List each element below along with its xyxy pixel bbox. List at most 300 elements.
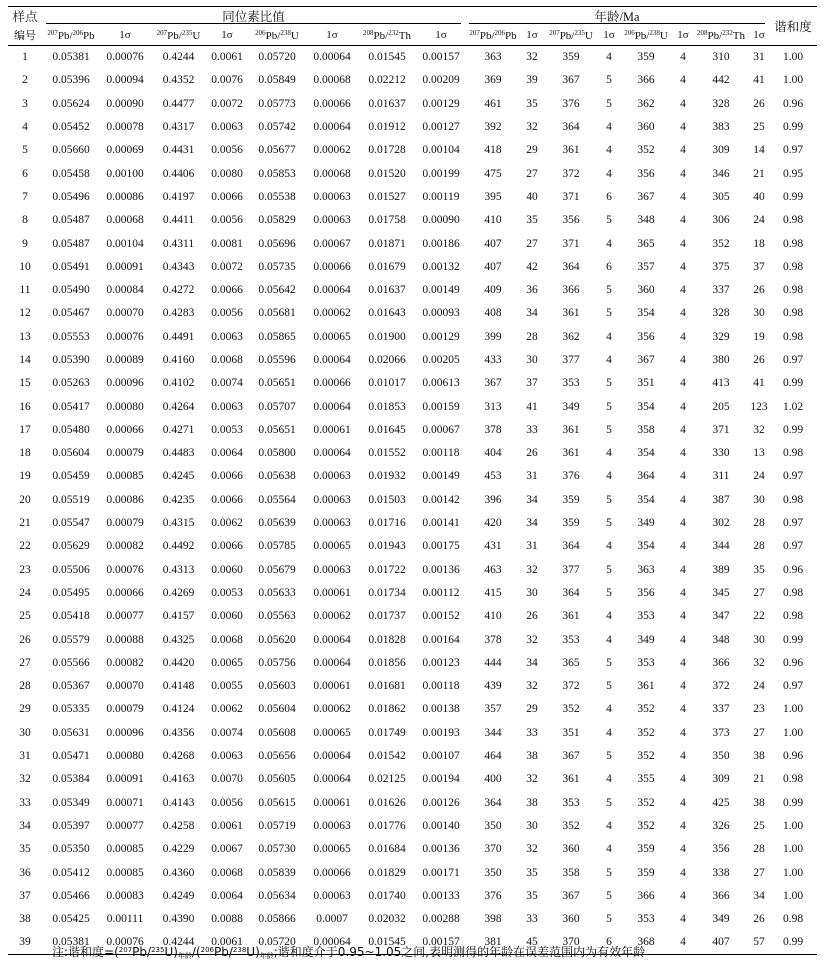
table-row	[8, 395, 817, 418]
table-cell: 26	[753, 354, 765, 366]
table-cell: 413	[712, 377, 730, 390]
table-cell: 4	[680, 750, 686, 763]
table-cell: 5	[606, 913, 612, 926]
table-cell: 4	[680, 144, 686, 157]
table-cell: 366	[712, 656, 730, 669]
table-cell: 21	[753, 167, 765, 180]
sample-id-cell: 16	[19, 400, 31, 413]
table-cell: 0.05620	[258, 633, 296, 646]
sample-id-cell: 33	[19, 796, 31, 809]
table-row	[8, 675, 817, 698]
table-cell: 0.05800	[258, 447, 296, 460]
table-cell: 0.00157	[422, 936, 460, 949]
table-row	[8, 232, 817, 255]
table-cell: 0.05730	[258, 843, 296, 856]
sample-id-cell: 38	[19, 913, 31, 926]
table-cell: 364	[562, 586, 580, 599]
col-sigma: 1σ	[435, 29, 447, 41]
table-cell: 30	[753, 493, 765, 506]
table-cell: 0.00076	[106, 563, 144, 576]
table-cell: 0.00070	[106, 680, 144, 693]
table-cell: 0.99	[782, 121, 804, 134]
table-cell: 0.02032	[368, 913, 406, 926]
table-cell: 0.00080	[106, 400, 144, 413]
table-cell: 41	[753, 377, 765, 390]
table-cell: 34	[526, 493, 538, 506]
table-cell: 0.00149	[422, 470, 460, 483]
table-cell: 5	[606, 284, 612, 297]
table-cell: 0.0063	[211, 121, 243, 134]
table-cell: 38	[526, 750, 538, 763]
table-cell: 311	[712, 470, 730, 483]
table-cell: 377	[562, 563, 580, 576]
table-cell: 302	[712, 517, 730, 530]
sample-id-cell: 21	[19, 517, 31, 530]
table-cell: 0.05596	[258, 354, 296, 366]
table-cell: 4	[680, 121, 686, 134]
table-cell: 0.05631	[52, 726, 90, 739]
sample-id-cell: 8	[22, 214, 28, 227]
table-cell: 57	[753, 936, 765, 949]
table-cell: 0.00085	[106, 843, 144, 856]
table-row	[8, 628, 817, 651]
table-cell: 367	[637, 190, 655, 203]
table-cell: 0.05506	[52, 563, 90, 576]
table-cell: 0.4148	[162, 680, 195, 693]
table-cell: 5	[606, 97, 612, 110]
table-cell: 0.96	[782, 97, 804, 110]
table-cell: 0.00064	[313, 354, 351, 366]
col-sigma: 1σ	[326, 29, 338, 41]
table-cell: 0.05853	[258, 167, 296, 180]
table-cell: 0.00140	[422, 819, 460, 832]
table-cell: 0.00063	[313, 190, 351, 203]
table-cell: 0.05742	[258, 121, 296, 134]
table-cell: 0.00064	[313, 773, 351, 786]
table-cell: 0.05579	[52, 633, 90, 646]
table-cell: 0.0080	[211, 167, 243, 180]
table-cell: 28	[753, 843, 765, 856]
table-cell: 0.05608	[258, 726, 296, 739]
table-cell: 5	[606, 796, 612, 809]
table-cell: 35	[753, 563, 765, 576]
table-cell: 352	[562, 703, 580, 716]
table-cell: 23	[753, 703, 765, 716]
table-cell: 0.0062	[211, 517, 243, 530]
table-cell: 0.00064	[313, 750, 351, 763]
table-cell: 4	[606, 447, 612, 460]
table-cell: 408	[484, 307, 502, 320]
table-row	[8, 418, 817, 441]
table-cell: 0.05605	[258, 773, 296, 786]
table-cell: 0.00062	[313, 703, 351, 716]
table-cell: 1.00	[782, 51, 804, 64]
table-cell: 0.0063	[211, 330, 243, 343]
table-cell: 32	[526, 563, 538, 576]
table-cell: 40	[753, 190, 765, 203]
table-cell: 359	[637, 843, 655, 856]
table-cell: 25	[753, 121, 765, 134]
table-cell: 354	[637, 540, 655, 553]
table-cell: 373	[712, 726, 730, 739]
col-age-206-238: $^{206}$Pb/$^{238}$U	[624, 28, 668, 42]
table-cell: 0.01932	[368, 470, 406, 483]
table-cell: 0.00065	[313, 540, 351, 553]
table-cell: 0.00079	[106, 517, 144, 530]
table-cell: 367	[484, 377, 502, 390]
table-cell: 0.97	[782, 354, 804, 366]
table-cell: 371	[562, 237, 580, 250]
table-cell: 0.05496	[52, 190, 90, 203]
table-cell: 0.05696	[258, 237, 296, 250]
table-cell: 0.05466	[52, 889, 90, 902]
table-row	[8, 46, 817, 69]
table-cell: 0.05615	[258, 796, 296, 809]
table-cell: 32	[526, 773, 538, 786]
table-cell: 0.00142	[422, 493, 460, 506]
table-cell: 0.98	[782, 773, 804, 786]
table-cell: 0.00063	[313, 517, 351, 530]
table-cell: 0.01626	[368, 796, 406, 809]
table-cell: 27	[753, 586, 765, 599]
table-cell: 0.00199	[422, 167, 460, 180]
table-cell: 0.4229	[162, 843, 195, 856]
table-cell: 0.98	[782, 447, 804, 460]
table-cell: 364	[562, 540, 580, 553]
table-row	[8, 535, 817, 558]
table-cell: 0.00171	[422, 866, 460, 879]
table-cell: 0.4143	[162, 796, 195, 809]
table-cell: 370	[562, 936, 580, 949]
table-cell: 0.0088	[211, 913, 243, 926]
table-cell: 0.00093	[422, 307, 460, 320]
table-cell: 0.01017	[368, 377, 406, 390]
table-cell: 0.0063	[211, 750, 243, 763]
ratio-group-header: 同位素比值	[42, 7, 465, 26]
table-cell: 439	[484, 680, 502, 693]
sample-id-cell: 17	[19, 423, 31, 436]
table-cell: 359	[637, 51, 655, 64]
table-cell: 0.05785	[258, 540, 296, 553]
table-cell: 345	[712, 586, 730, 599]
table-cell: 0.4325	[162, 633, 195, 646]
table-cell: 410	[484, 610, 502, 623]
table-row	[8, 325, 817, 348]
table-cell: 0.0061	[211, 936, 243, 949]
table-cell: 0.01527	[368, 190, 406, 203]
table-cell: 4	[680, 936, 686, 949]
table-cell: 0.05865	[258, 330, 296, 343]
table-cell: 22	[753, 610, 765, 623]
table-cell: 352	[637, 819, 655, 832]
table-cell: 6	[606, 936, 612, 949]
table-cell: 453	[484, 470, 502, 483]
table-cell: 363	[637, 563, 655, 576]
table-cell: 351	[562, 726, 580, 739]
col-age-207-235: $^{207}$Pb/$^{235}$U	[549, 28, 593, 42]
table-cell: 34	[526, 656, 538, 669]
table-cell: 4	[606, 633, 612, 646]
table-cell: 350	[484, 819, 502, 832]
table-row	[8, 278, 817, 301]
table-cell: 1.00	[782, 843, 804, 856]
table-cell: 0.4477	[162, 97, 195, 110]
table-cell: 381	[484, 936, 502, 949]
table-cell: 19	[753, 330, 765, 343]
concordance-header: 谐和度	[774, 20, 812, 34]
table-cell: 34	[526, 517, 538, 530]
table-cell: 0.00067	[422, 423, 460, 436]
table-cell: 123	[750, 400, 768, 413]
table-cell: 0.01716	[368, 517, 406, 530]
table-cell: 4	[680, 819, 686, 832]
table-cell: 0.00063	[313, 493, 351, 506]
table-cell: 0.96	[782, 563, 804, 576]
table-cell: 0.00064	[313, 284, 351, 297]
table-cell: 4	[680, 843, 686, 856]
sample-id-cell: 4	[22, 121, 28, 134]
table-row	[8, 115, 817, 138]
table-row	[8, 255, 817, 278]
table-cell: 4	[606, 330, 612, 343]
table-row	[8, 814, 817, 837]
table-cell: 0.00084	[106, 284, 144, 297]
table-cell: 37	[526, 377, 538, 390]
table-cell: 13	[753, 447, 765, 460]
table-cell: 4	[606, 540, 612, 553]
sample-id-cell: 12	[19, 307, 31, 320]
table-cell: 0.0056	[211, 307, 243, 320]
table-cell: 0.00076	[106, 936, 144, 949]
table-cell: 475	[484, 167, 502, 180]
table-cell: 0.05720	[258, 51, 296, 64]
table-cell: 0.00080	[106, 750, 144, 763]
table-cell: 0.00086	[106, 190, 144, 203]
table-cell: 0.4268	[162, 750, 195, 763]
table-cell: 0.01758	[368, 214, 406, 227]
table-cell: 0.05756	[258, 656, 296, 669]
table-cell: 27	[526, 167, 538, 180]
table-cell: 0.98	[782, 330, 804, 343]
table-cell: 0.05491	[52, 260, 90, 273]
table-cell: 0.4283	[162, 307, 195, 320]
table-cell: 0.00104	[106, 237, 144, 250]
table-cell: 4	[680, 284, 686, 297]
table-cell: 0.01734	[368, 586, 406, 599]
table-cell: 433	[484, 354, 502, 366]
table-cell: 0.00136	[422, 843, 460, 856]
table-cell: 0.05719	[258, 819, 296, 832]
table-cell: 26	[753, 97, 765, 110]
sample-id-cell: 32	[19, 773, 31, 786]
table-cell: 35	[526, 889, 538, 902]
table-cell: 0.4249	[162, 889, 195, 902]
table-cell: 0.05367	[52, 680, 90, 693]
table-cell: 350	[484, 866, 502, 879]
table-cell: 35	[526, 214, 538, 227]
table-cell: 0.01684	[368, 843, 406, 856]
table-cell: 354	[637, 493, 655, 506]
table-cell: 31	[526, 540, 538, 553]
table-cell: 5	[606, 517, 612, 530]
table-cell: 338	[712, 866, 730, 879]
table-row	[8, 162, 817, 185]
table-cell: 355	[637, 773, 655, 786]
table-cell: 0.02212	[368, 74, 406, 87]
table-cell: 349	[712, 913, 730, 926]
table-cell: 33	[526, 913, 538, 926]
table-cell: 0.0056	[211, 144, 243, 157]
table-cell: 347	[712, 610, 730, 623]
sample-id-cell: 39	[19, 936, 31, 949]
table-cell: 0.05553	[52, 330, 90, 343]
table-cell: 40	[526, 190, 538, 203]
table-cell: 0.00066	[313, 260, 351, 273]
table-row	[8, 69, 817, 92]
table-cell: 0.01749	[368, 726, 406, 739]
table-cell: 367	[562, 889, 580, 902]
table-cell: 0.00119	[422, 190, 460, 203]
table-cell: 0.00133	[422, 889, 460, 902]
table-cell: 366	[637, 74, 655, 87]
table-cell: 4	[606, 843, 612, 856]
table-cell: 0.05538	[258, 190, 296, 203]
table-cell: 0.05471	[52, 750, 90, 763]
table-cell: 0.98	[782, 610, 804, 623]
table-cell: 0.00066	[313, 377, 351, 390]
table-cell: 18	[753, 237, 765, 250]
table-row	[8, 605, 817, 628]
table-cell: 464	[484, 750, 502, 763]
table-cell: 0.00107	[422, 750, 460, 763]
table-cell: 356	[637, 167, 655, 180]
table-cell: 0.4491	[162, 330, 195, 343]
table-cell: 26	[526, 447, 538, 460]
table-cell: 0.00067	[313, 237, 351, 250]
table-cell: 4	[680, 656, 686, 669]
table-cell: 0.05263	[52, 377, 90, 390]
table-cell: 0.01856	[368, 656, 406, 669]
table-cell: 0.00082	[106, 656, 144, 669]
table-cell: 399	[484, 330, 502, 343]
age-group-header: 年龄/Ma	[465, 7, 769, 26]
table-cell: 0.00157	[422, 51, 460, 64]
table-cell: 0.00159	[422, 400, 460, 413]
table-cell: 387	[712, 493, 730, 506]
col-ratio-206-238: $^{206}$Pb/$^{238}$U	[255, 28, 299, 42]
sample-id-cell: 5	[22, 144, 28, 157]
table-cell: 461	[484, 97, 502, 110]
table-cell: 352	[712, 237, 730, 250]
table-cell: 1.00	[782, 703, 804, 716]
table-cell: 0.98	[782, 913, 804, 926]
sample-id-cell: 14	[19, 354, 31, 366]
table-cell: 360	[637, 284, 655, 297]
table-row	[8, 348, 817, 371]
table-cell: 367	[562, 750, 580, 763]
table-cell: 0.99	[782, 936, 804, 949]
table-cell: 4	[680, 470, 686, 483]
table-cell: 407	[484, 260, 502, 273]
table-cell: 366	[562, 284, 580, 297]
table-cell: 0.00118	[422, 680, 460, 693]
table-cell: 0.4264	[162, 400, 195, 413]
table-cell: 371	[712, 423, 730, 436]
sample-subheader: 编号	[14, 30, 36, 42]
table-cell: 0.01637	[368, 97, 406, 110]
table-cell: 354	[637, 447, 655, 460]
sample-header: 样点	[12, 10, 38, 24]
table-cell: 377	[562, 354, 580, 366]
table-cell: 37	[753, 260, 765, 273]
table-cell: 0.4343	[162, 260, 195, 273]
table-cell: 365	[562, 656, 580, 669]
table-cell: 0.00118	[422, 447, 460, 460]
table-cell: 0.01828	[368, 633, 406, 646]
table-cell: 378	[484, 423, 502, 436]
table-cell: 0.05720	[258, 936, 296, 949]
table-cell: 0.01740	[368, 889, 406, 902]
sample-id-cell: 27	[19, 656, 31, 669]
table-cell: 358	[562, 866, 580, 879]
table-row	[8, 139, 817, 162]
table-cell: 4	[680, 330, 686, 343]
table-cell: 4	[606, 470, 612, 483]
table-cell: 4	[680, 307, 686, 320]
table-cell: 360	[562, 843, 580, 856]
sample-id-cell: 37	[19, 889, 31, 902]
table-cell: 0.00209	[422, 74, 460, 87]
table-cell: 4	[680, 214, 686, 227]
table-cell: 4	[680, 540, 686, 553]
table-cell: 31	[753, 51, 765, 64]
table-cell: 404	[484, 447, 502, 460]
table-cell: 0.05866	[258, 913, 296, 926]
table-cell: 0.05495	[52, 586, 90, 599]
sample-id-cell: 7	[22, 190, 28, 203]
table-cell: 35	[526, 866, 538, 879]
table-cell: 32	[526, 121, 538, 134]
table-cell: 0.4483	[162, 447, 195, 460]
table-cell: 364	[562, 121, 580, 134]
table-cell: 0.05381	[52, 936, 90, 949]
table-cell: 0.00129	[422, 97, 460, 110]
table-cell: 0.00088	[106, 633, 144, 646]
table-cell: 21	[753, 773, 765, 786]
table-cell: 5	[606, 74, 612, 87]
table-cell: 371	[562, 190, 580, 203]
table-cell: 0.05642	[258, 284, 296, 297]
table-cell: 0.00062	[313, 610, 351, 623]
table-cell: 361	[637, 680, 655, 693]
table-cell: 359	[562, 517, 580, 530]
table-cell: 367	[637, 354, 655, 366]
table-cell: 0.4197	[162, 190, 195, 203]
table-cell: 442	[712, 74, 730, 87]
table-cell: 380	[712, 354, 730, 366]
table-cell: 0.00141	[422, 517, 460, 530]
table-cell: 0.4272	[162, 284, 195, 297]
table-cell: 29	[526, 703, 538, 716]
table-cell: 5	[606, 400, 612, 413]
table-cell: 0.00089	[106, 354, 144, 366]
table-cell: 0.02125	[368, 773, 406, 786]
table-cell: 0.05397	[52, 819, 90, 832]
table-cell: 0.97	[782, 517, 804, 530]
table-cell: 36	[526, 284, 538, 297]
table-cell: 5	[606, 680, 612, 693]
sample-id-cell: 15	[19, 377, 31, 390]
